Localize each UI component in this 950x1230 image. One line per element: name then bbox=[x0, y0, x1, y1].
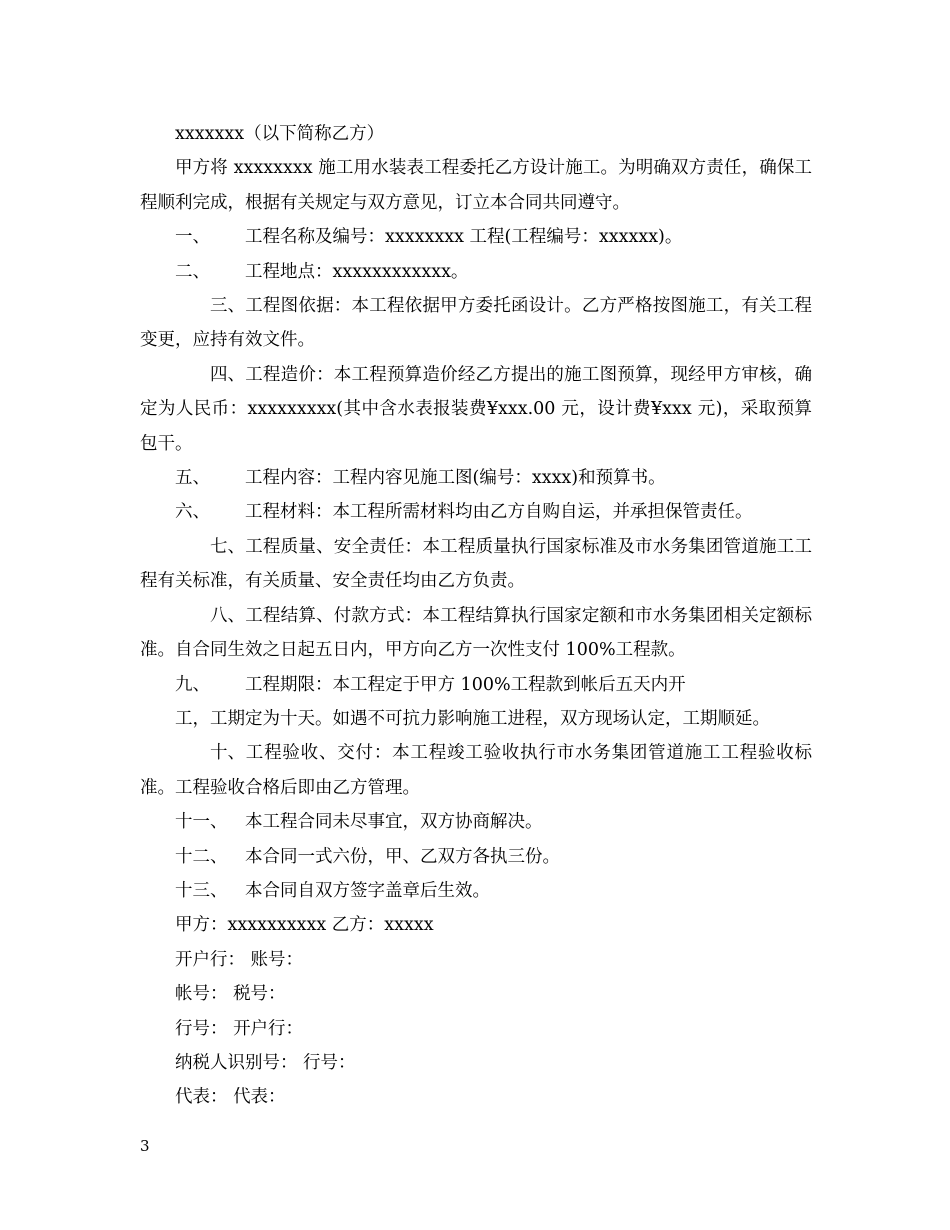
clause-text: 工程材料：本工程所需材料均由乙方自购自运，并承担保管责任。 bbox=[245, 502, 753, 523]
signature-account: 帐号： 税号： bbox=[175, 984, 286, 1005]
clause-number: 十二、 bbox=[175, 846, 228, 867]
signature-representative: 代表： 代表： bbox=[175, 1087, 286, 1108]
clause-number: 一、 bbox=[175, 227, 210, 248]
clause-number: 六、 bbox=[175, 502, 210, 523]
signature-bank: 开户行： 账号： bbox=[175, 949, 304, 970]
clause-text: 工程验收、交付：本工程竣工验收执行市水务集团管道施工工程验收标准。工程验收合格后即由乙方管理。 bbox=[140, 743, 812, 798]
signature-parties: 甲方：xxxxxxxxxx 乙方：xxxxx bbox=[175, 915, 434, 936]
clause-6 bbox=[140, 495, 812, 529]
clause-11 bbox=[140, 805, 812, 839]
clause-text: 工程地点：xxxxxxxxxxxx。 bbox=[245, 261, 469, 282]
clause-text: 工程名称及编号：xxxxxxxx 工程(工程编号：xxxxxx)。 bbox=[245, 227, 683, 248]
clause-text: 工程内容：工程内容见施工图(编号：xxxx)和预算书。 bbox=[245, 468, 666, 489]
clause-number: 八、 bbox=[210, 605, 245, 626]
clause-number: 四、 bbox=[210, 364, 245, 385]
clause-9-continued bbox=[140, 702, 812, 736]
signature-row-number: 行号： 开户行： bbox=[175, 1018, 304, 1039]
clause-number: 二、 bbox=[175, 261, 210, 282]
clause-8 bbox=[140, 599, 812, 668]
clause-number: 七、 bbox=[210, 536, 245, 557]
clause-7 bbox=[140, 530, 812, 599]
contract-body bbox=[140, 117, 812, 1115]
clause-number: 十、 bbox=[210, 743, 245, 764]
clause-4 bbox=[140, 358, 812, 461]
clause-text: 工程图依据：本工程依据甲方委托函设计。乙方严格按图施工，有关工程变更，应持有效文件。 bbox=[140, 296, 812, 351]
clause-text: 本合同自双方签字盖章后生效。 bbox=[245, 880, 490, 901]
page-number: 3 bbox=[140, 1137, 150, 1155]
clause-text: 工程结算、付款方式：本工程结算执行国家定额和市水务集团相关定额标准。自合同生效之日起五日内，甲方向乙方一次性支付 100%工程款。 bbox=[140, 605, 812, 661]
preamble-paragraph: 甲方将 xxxxxxxx 施工用水装表工程委托乙方设计施工。为明确双方责任，确保工程顺利完成，根据有关规定与双方意见，订立本合同共同遵守。 bbox=[140, 158, 812, 213]
clause-10 bbox=[140, 736, 812, 805]
clause-number: 十一、 bbox=[175, 812, 228, 833]
clause-text: 工程造价：本工程预算造价经乙方提出的施工图预算，现经甲方审核，确定为人民币：xxxxxxxxx(其中含水表报装费¥xxx.00 元，设计费¥xxx 元)，采取预算包干。 bbox=[140, 364, 812, 454]
clause-number: 十三、 bbox=[175, 880, 228, 901]
clause-number: 三、 bbox=[210, 296, 245, 317]
clause-2 bbox=[140, 255, 812, 289]
clause-12 bbox=[140, 840, 812, 874]
clause-5 bbox=[140, 461, 812, 495]
clause-text: 工程期限：本工程定于甲方 100%工程款到帐后五天内开 bbox=[245, 674, 686, 695]
clause-9 bbox=[140, 668, 812, 702]
clause-13 bbox=[140, 874, 812, 908]
clause-number: 五、 bbox=[175, 468, 210, 489]
clause-number: 九、 bbox=[175, 674, 210, 695]
clause-3 bbox=[140, 289, 812, 358]
clause-1 bbox=[140, 220, 812, 254]
signature-taxpayer-id: 纳税人识别号： 行号： bbox=[175, 1052, 356, 1073]
clause-text: 本工程合同未尽事宜，双方协商解决。 bbox=[245, 812, 543, 833]
clause-text: 本合同一式六份，甲、乙双方各执三份。 bbox=[245, 846, 560, 867]
party-b-line: xxxxxxx（以下简称乙方） bbox=[175, 124, 385, 144]
clause-text: 工，工期定为十天。如遇不可抗力影响施工进程，双方现场认定，工期顺延。 bbox=[175, 708, 770, 729]
clause-text: 工程质量、安全责任：本工程质量执行国家标准及市水务集团管道施工工程有关标准，有关质量、安全责任均由乙方负责。 bbox=[140, 536, 812, 592]
